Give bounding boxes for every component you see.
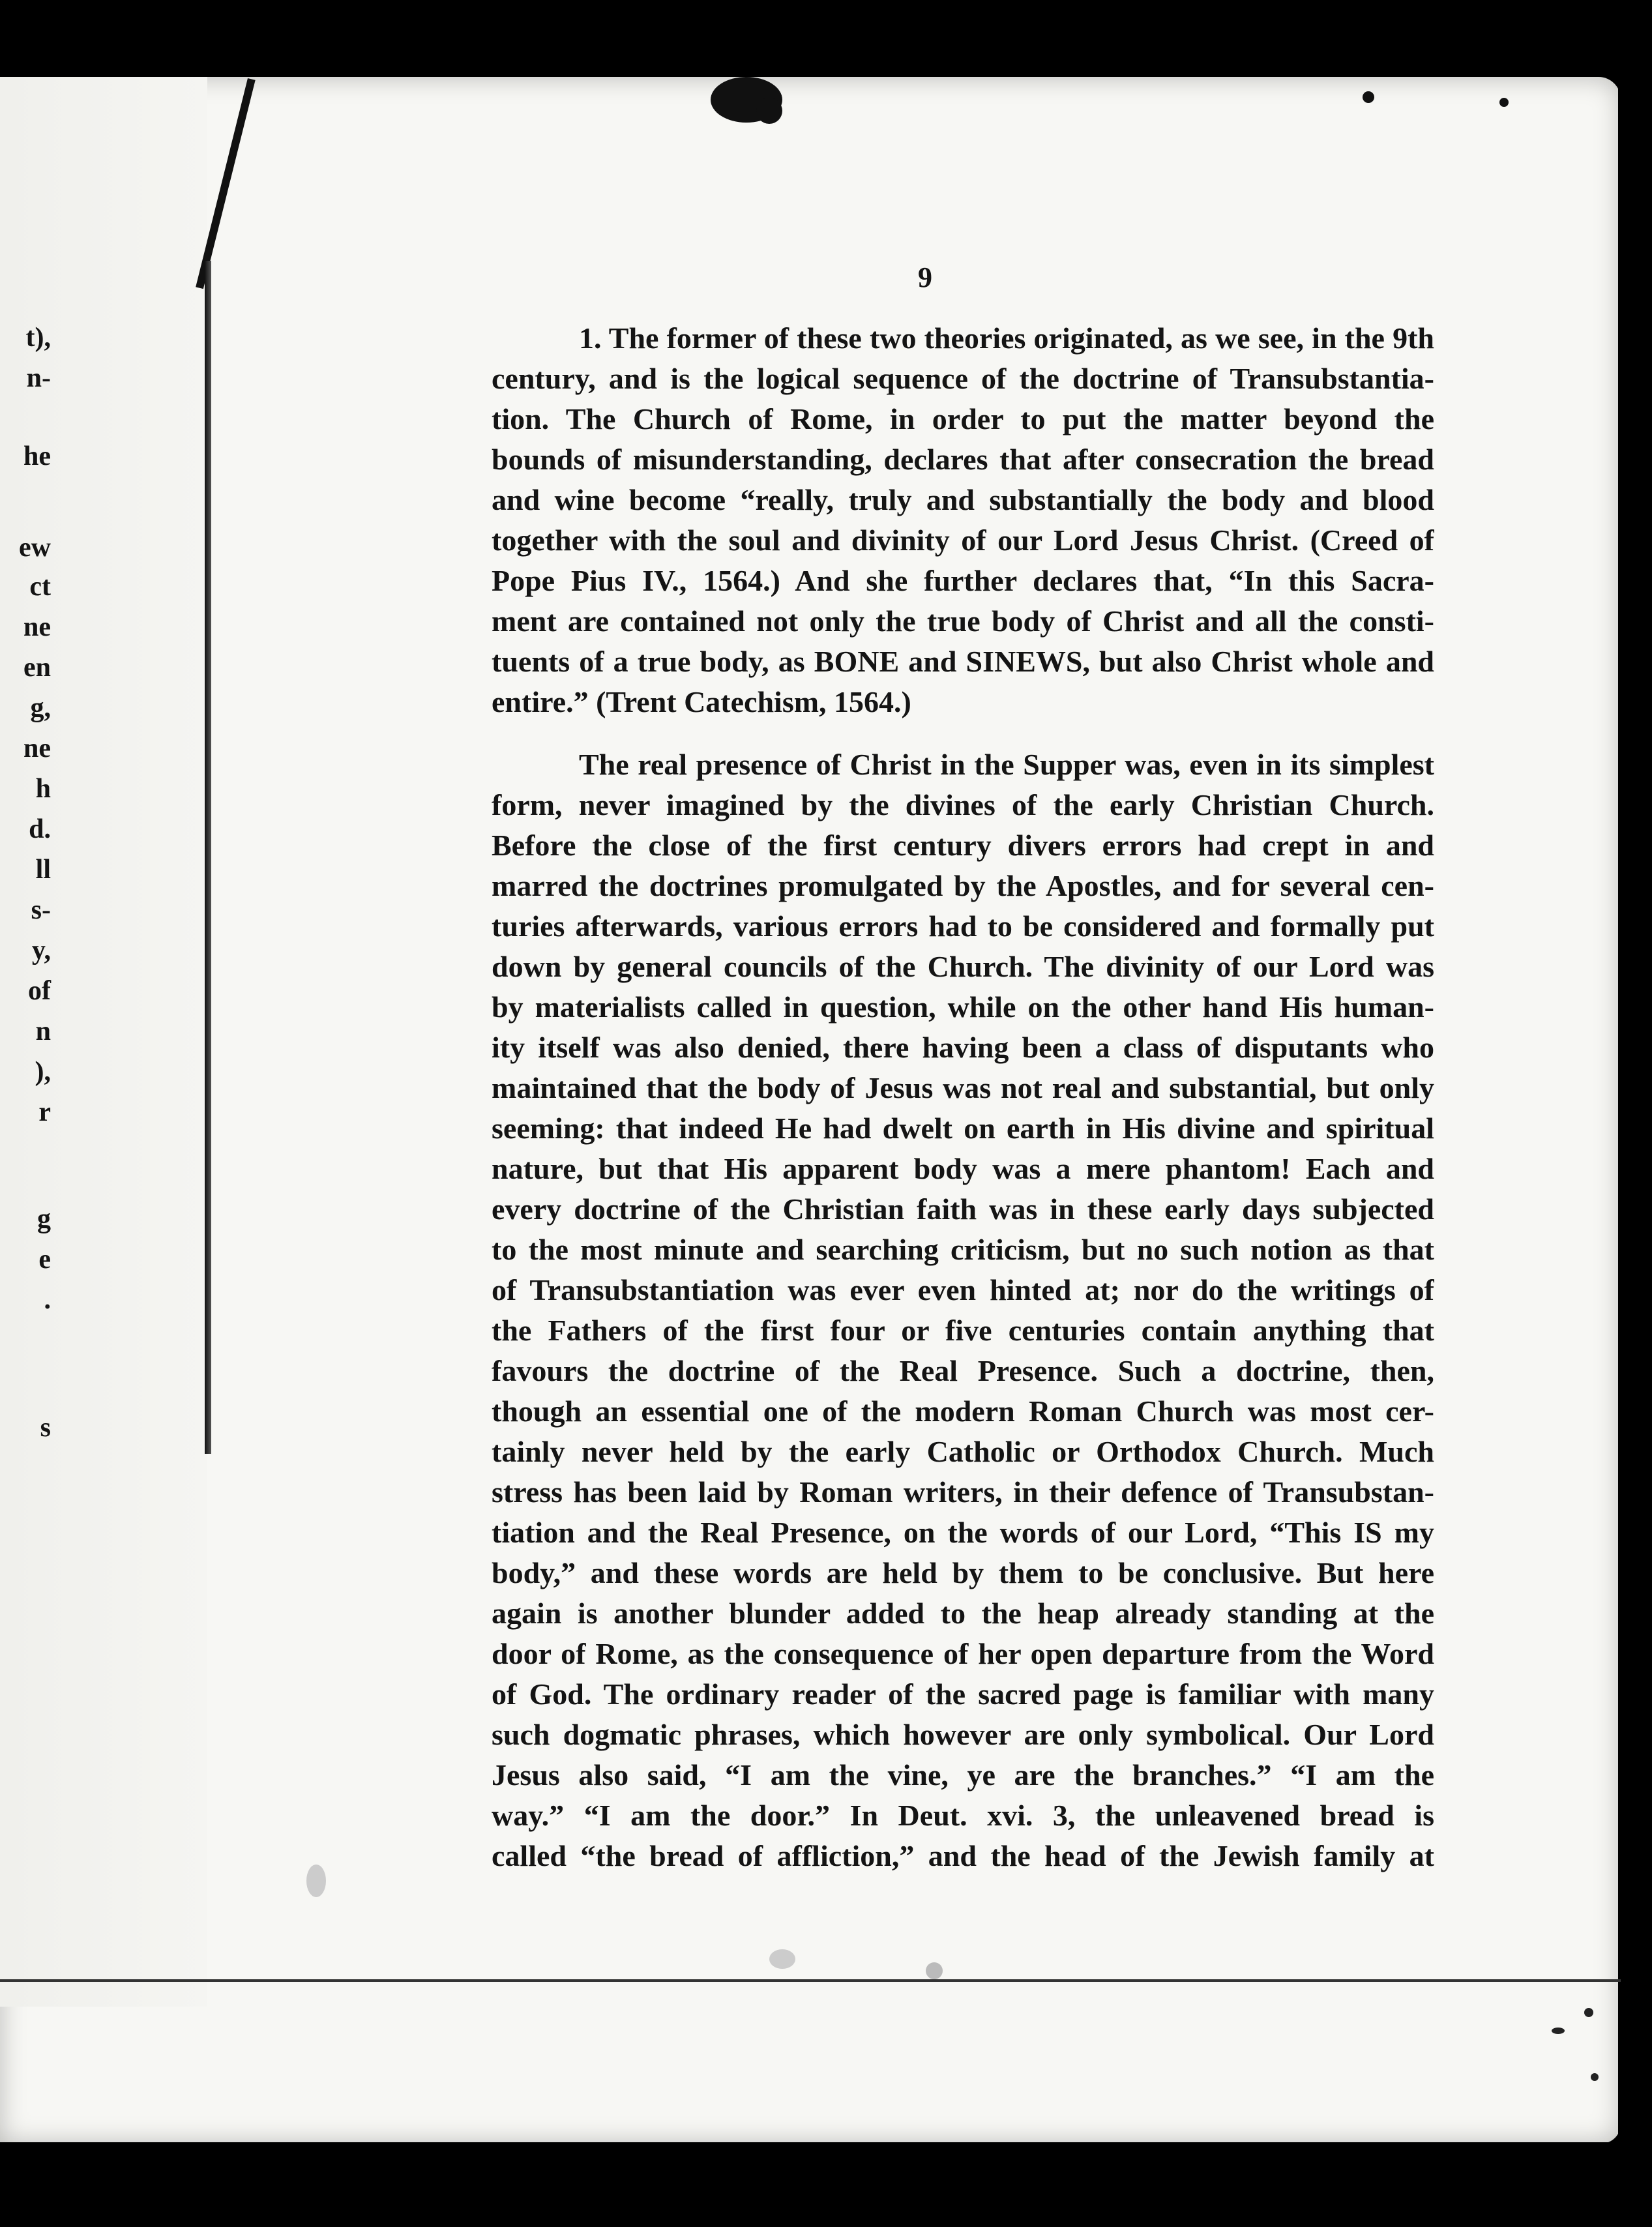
scan-speck — [926, 1962, 943, 1979]
text-line: Pope Pius IV., 1564.) And she further declares that, “In this Sacra- — [492, 564, 1434, 597]
text-line: stress has been laid by Roman writers, in their defence of Transubstan- — [492, 1475, 1434, 1509]
text-line: ity itself was also denied, there having been a class of disputants who — [492, 1031, 1434, 1064]
text-line: every doctrine of the Christian faith was in these early days subjected — [492, 1192, 1434, 1226]
text-line: called “the bread of affliction,” and the head of the Jewish family at — [492, 1839, 1434, 1872]
margin-fragment: r — [38, 1097, 51, 1127]
text-line: Jesus also said, “I am the vine, ye are the branches.” “I am the — [492, 1758, 1434, 1792]
margin-fragment: ll — [35, 855, 51, 885]
ink-blot — [1363, 91, 1374, 103]
ink-blot — [1499, 98, 1509, 107]
page-bottom-rule — [0, 1979, 1621, 1982]
text-line: to the most minute and searching criticism, but no such notion as that — [492, 1233, 1434, 1266]
scan-speck — [1591, 2073, 1599, 2081]
text-line: together with the soul and divinity of our Lord Jesus Christ. (Creed of — [492, 524, 1434, 557]
text-line: entire.” (Trent Catechism, 1564.) — [492, 685, 911, 718]
paragraph-1 — [404, 318, 1434, 722]
text-line: century, and is the logical sequence of the doctrine of Transubstantia- — [492, 362, 1434, 395]
text-line: though an essential one of the modern Roman Church was most cer- — [492, 1394, 1434, 1428]
scan-speck — [306, 1865, 326, 1897]
text-line: again is another blunder added to the heap already standing at the — [492, 1597, 1434, 1630]
text-line: such dogmatic phrases, which however are only symbolical. Our Lord — [492, 1718, 1434, 1751]
text-line: down by general councils of the Church. The divinity of our Lord was — [492, 950, 1434, 983]
margin-fragment: h — [35, 774, 51, 804]
margin-fragment: ne — [23, 612, 51, 642]
margin-fragment: g — [37, 1204, 51, 1234]
binding-crease — [205, 261, 211, 1454]
scan-border-bottom — [0, 2142, 1652, 2227]
text-line: form, never imagined by the divines of the early Christian Church. — [492, 788, 1434, 821]
text-line: tiation and the Real Presence, on the words of our Lord, “This IS my — [492, 1516, 1434, 1549]
text-line: favours the doctrine of the Real Presence. Such a doctrine, then, — [492, 1354, 1434, 1387]
margin-fragment: ), — [35, 1057, 51, 1087]
scan-speck — [1552, 2028, 1565, 2034]
margin-fragment: en — [23, 653, 51, 683]
margin-fragment: of — [28, 976, 51, 1006]
text-line: of God. The ordinary reader of the sacred page is familiar with many — [492, 1677, 1434, 1711]
text-line: bounds of misunderstanding, declares that after consecration the bread — [492, 443, 1434, 476]
body-text — [404, 318, 1434, 1876]
margin-fragment: g, — [30, 693, 51, 723]
text-line: tion. The Church of Rome, in order to put the matter beyond the — [492, 402, 1434, 435]
text-line: and wine become “really, truly and substantially the body and blood — [492, 483, 1434, 516]
text-line: body,” and these words are held by them to be conclusive. But here — [492, 1556, 1434, 1589]
text-line: maintained that the body of Jesus was not real and substantial, but only — [492, 1071, 1434, 1104]
scan-border-right — [1618, 0, 1652, 2227]
scan-speck — [1584, 2008, 1593, 2017]
text-line: tainly never held by the early Catholic or Orthodox Church. Much — [492, 1435, 1434, 1468]
text-line: way.” “I am the door.” In Deut. xvi. 3, the unleavened bread is — [492, 1799, 1434, 1832]
margin-fragment: he — [23, 441, 51, 471]
text-line: door of Rome, as the consequence of her open departure from the Word — [492, 1637, 1434, 1670]
text-line: Before the close of the first century divers errors had crept in and — [492, 829, 1434, 862]
text-line: marred the doctrines promulgated by the Apostles, and for several cen- — [492, 869, 1434, 902]
margin-fragment: ct — [29, 572, 51, 602]
margin-fragment: . — [44, 1285, 51, 1315]
text-line: turies afterwards, various errors had to be considered and formally put — [492, 909, 1434, 943]
text-line: The real presence of Christ in the Supper was, even in its simplest — [579, 748, 1434, 781]
margin-fragment: ne — [23, 733, 51, 763]
scan-speck — [769, 1949, 795, 1969]
margin-fragment: s- — [31, 895, 51, 925]
text-line: by materialists called in question, while on the other hand His human- — [492, 990, 1434, 1024]
text-line: ment are contained not only the true body of Christ and all the consti- — [492, 604, 1434, 638]
text-line: nature, but that His apparent body was a mere phantom! Each and — [492, 1152, 1434, 1185]
margin-fragment: y, — [31, 936, 51, 966]
scan-border-top — [0, 0, 1652, 72]
paragraph-2 — [404, 745, 1434, 1876]
margin-fragment: n- — [26, 363, 51, 393]
margin-fragment: n — [35, 1016, 51, 1046]
margin-fragment: d. — [29, 814, 51, 844]
margin-fragment: s — [40, 1413, 51, 1443]
ink-blot — [756, 98, 782, 124]
text-line: seeming: that indeed He had dwelt on earth in His divine and spiritual — [492, 1112, 1434, 1145]
margin-fragment: ew — [19, 533, 51, 563]
text-line: 1. The former of these two theories originated, as we see, in the 9th — [579, 321, 1434, 355]
text-line: of Transubstantiation was ever even hinted at; nor do the writings of — [492, 1273, 1434, 1306]
text-line: the Fathers of the first four or five centuries contain anything that — [492, 1314, 1434, 1347]
margin-fragment: t), — [25, 323, 51, 353]
margin-fragment: e — [38, 1245, 51, 1275]
page-number: 9 — [918, 261, 932, 293]
text-line: tuents of a true body, as BONE and SINEWS, but also Christ whole and — [492, 645, 1434, 678]
